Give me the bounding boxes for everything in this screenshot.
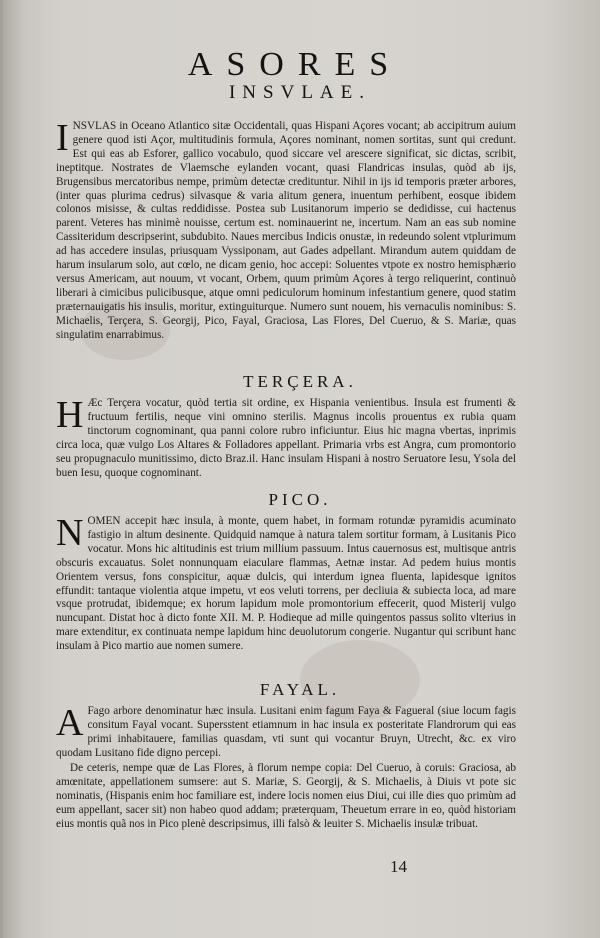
intro-paragraph bbox=[56, 117, 516, 343]
intro-text: NSVLAS in Oceano Atlantico sitæ Occidentali, quas Hispani Açores vocant; ab accipitrum auium genere quod isti Açor, multitudinis formula, Açores nominant, nomen sortitas, sunt qui credunt. Est qui eas ab Esforer, gallico vocabulo, quod siccare vel arescere significat, sic dictas, scribit, ineptitque. Nostrates de Vlaemsche eylanden vocant, quasi Flandricas insulas, quòd ab ijs, Brugensibus mercatoribus nempe, primùm detectæ credituntur. Nihil in ijs id temporis præter arbores, (inter quas plurima cedrus) silvasque & varia alitum genera, inuentum perhibent, eosque ibidem colonos misisse, & cultas reddidisse. Postea sub Lusitanorum imperio se dedidisse, cui hactenus parent. Veteres has minimè nouisse, certum est. nominauerint ne, incertum. Nam an eas sub nomine Cassiteridum descripserint, subdubito. Naues mercibus Indicis onustæ, in redeundo solent vtplurimum ad has accedere insulas, priusquam Vyssiponam, aut Gades adpellant. Mirandum autem quiddam de harum insularum solo, aut cœlo, ne dicam genio, hoc accepi: Soluentes vtpote ex nostro hemisphærio versus Americam, aut nouum, vt vocant, Orbem, quum primùm Açores à tergo reliquerint, continuò liberari à cimicibus pulicibusque, atque omni pediculorum hominum infestantium genere, quod statim præternauigatis his insulis, moritur, extinguiturque. Numero sunt nouem, his vernaculis nominibus: S. Michaelis, Terçera, S. Georgij, Pico, Fayal, Graciosa, Las Flores, Del Cueruo, & S. Mariæ, quas singulatim enarrabimus. bbox=[56, 120, 516, 341]
page-number: 14 bbox=[390, 857, 407, 876]
dropcap: I bbox=[56, 117, 69, 159]
fayal-paragraph bbox=[56, 702, 516, 761]
dropcap: A bbox=[56, 702, 84, 744]
page-title: ASORES bbox=[187, 46, 403, 83]
dropcap: N bbox=[56, 512, 84, 554]
section-heading-fayal: FAYAL. bbox=[259, 680, 341, 699]
tercera-text: Æc Terçera vocatur, quòd tertia sit ordine, ex Hispania venientibus. Insula est frumenti & fructuum fertilis, neque vini omnino sterilis. Magnus incolis prouentus ex rubia quam tinctorum cognominant, qua panni colore rubro inficiuntur. Eius hic magna vbertas, inprimis circa loca, quæ vulgo Los Altares & Folladores appellant. Primaria vrbs est Angra, cum promontorio seu propugnaculo munitissimo, dicto Braz.il. Hanc insulam Hispani à nostro Seruatore Iesu, Ysola del buen Iesu, quoque cognominant. bbox=[56, 397, 516, 479]
dropcap: H bbox=[56, 394, 84, 436]
page-subtitle: INSVLAE. bbox=[228, 82, 372, 103]
pico-text: OMEN accepit hæc insula, à monte, quem habet, in formam rotundæ pyramidis acuminato fastigio in altum desinente. Quidquid namque à natura talem sortitur formam, à Lusitanis Pico vocatur. Mons hic altitudinis est trium millium passuum. Intus cauernosus est, multisque antris obscuris excauatus. Solet nonnunquam eiaculare flammas, Aetnæ instar. Ad pedem huius montis Orientem versus, fons conspicitur, aquæ dulcis, qui interdum ignea fluenta, lapidesque ignitos effundit: tantaque violentia atque impetu, vt eos veluti torrens, per decliuia & subiecta loca, ad mare vsque protrudat, ibidemque; ex horum lapidum mole promontorium effecerit, quod Misterij vulgo nuncupant. Distat hoc à dicto fonte XII. M. P. Hodieque ad mille quingentos passus solito vlterius in mare extenditur, ex continuata nempe lapidum hinc deuolutorum congerie. Nugantur qui scribunt hanc insulam à Pico martio aue nomen sumere. bbox=[56, 515, 516, 653]
section-heading-tercera: TERÇERA. bbox=[243, 372, 357, 391]
page-edge-shadow bbox=[0, 0, 3, 938]
fayal-text: Fago arbore denominatur hæc insula. Lusitani enim fagum Faya & Fagueral (siue locum fagis consitum Fayal vocant. Supersstent etiamnum in hac insula ex posteritate Flandrorum qui eas primi inhabitauere, familias quasdam, vti sunt qui vocantur Bruyn, Utrecht, &c. ex viro quodam Lusitano fide digno percepi. bbox=[56, 705, 516, 759]
tercera-paragraph bbox=[56, 394, 516, 480]
pico-paragraph bbox=[56, 512, 516, 654]
closing-paragraph: De ceteris, nempe quæ de Las Flores, à florum nempe copia: Del Cueruo, à coruis: Graciosa, ab amœnitate, appellationem sumsere: aut S. Mariæ, S. Georgij, & S. Michaelis, à Diuis vt pote sic nominatis, (Hispanis enim hoc familiare est, indere locis nomen eius Diui, cui ille dies quo primùm ad eum appellant, sacer sit) non habeo quod addam; præterquam, Theuetum errare in eo, quòd historiam eius montis quã nos in Pico plenè descripsimus, illi falsò & leuiter S. Michaelis insulæ tribuat. bbox=[56, 762, 516, 830]
section-heading-pico: PICO. bbox=[268, 490, 332, 509]
